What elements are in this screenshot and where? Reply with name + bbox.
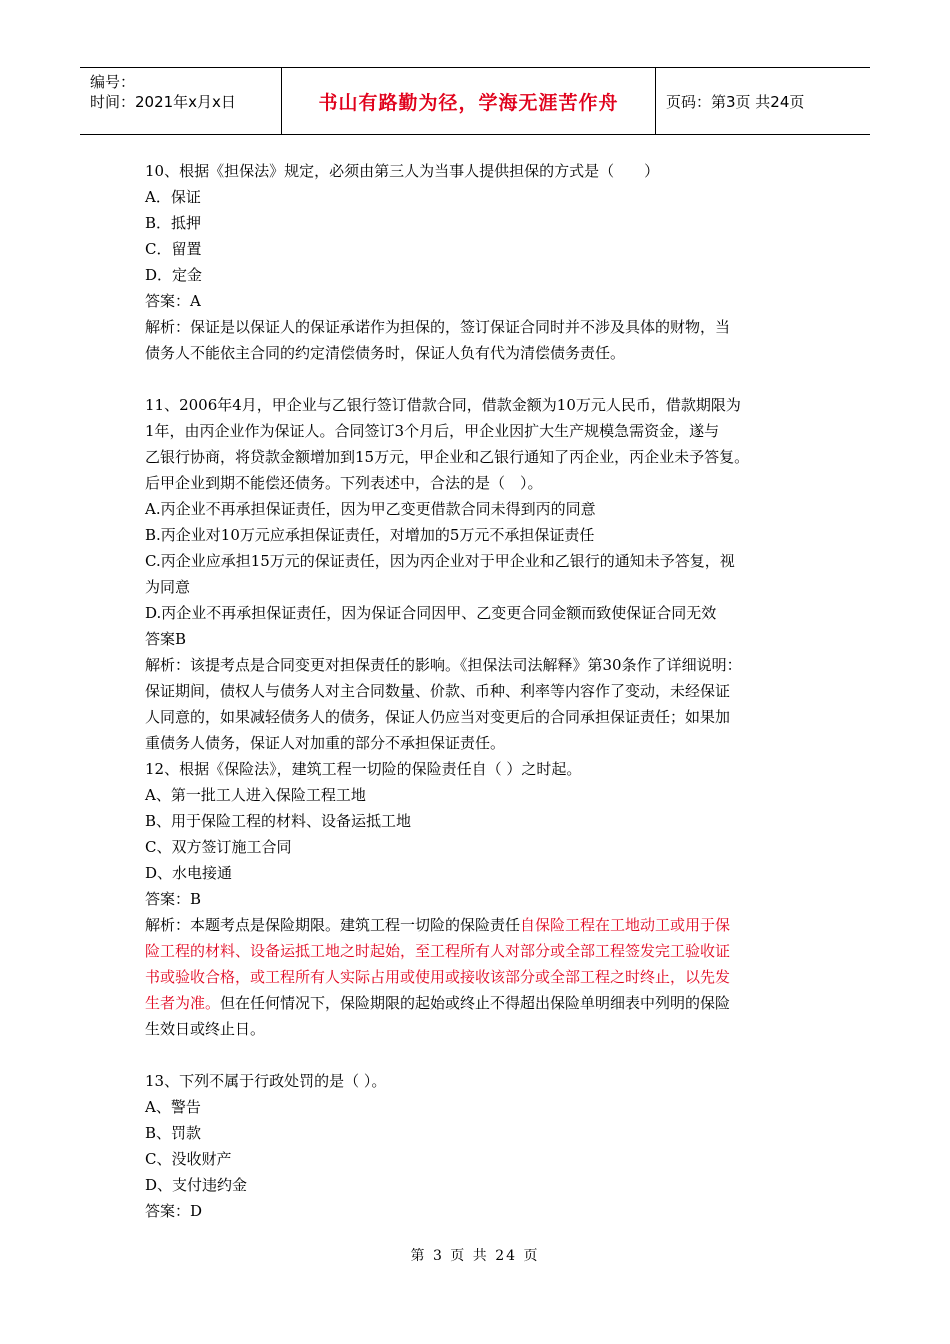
spacer [145,366,825,392]
q12-question: 12、根据《保险法》，建筑工程一切险的保险责任自（ ）之时起。 [145,760,582,778]
q12-option-d: D、水电接通 [145,864,233,882]
q12-analysis-1-red: 自保险工程在工地动工或用于保 [520,916,731,934]
q12-analysis-5: 生效日或终止日。 [145,1020,266,1038]
page-footer: 第 3 页 共 24 页 [410,1248,540,1264]
q12-analysis-2: 险工程的材料、设备运抵工地之时起始，至工程所有人对部分或全部工程签发完工验收证 [145,942,731,960]
q11-option-c-cont: 为同意 [145,578,191,596]
header-meta [80,68,282,134]
q11-option-c: C.丙企业应承担15万元的保证责任，因为丙企业对于甲企业和乙银行的通知未予答复，视 [145,552,735,570]
q11-analysis-2: 保证期间，债权人与债务人对主合同数量、价款、币种、利率等内容作了变动，未经保证 [145,682,731,700]
q12-analysis-1-black: 解析：本题考点是保险期限。建筑工程一切险的保险责任 [145,916,521,934]
q10-question: 10、根据《担保法》规定，必须由第三人为当事人提供担保的方式是（ ） [145,162,660,180]
q10-option-b: B．抵押 [145,214,202,232]
q10-analysis-1: 解析：保证是以保证人的保证承诺作为担保的，签订保证合同时并不涉及具体的财物，当 [145,318,731,336]
q13-option-b: B、罚款 [145,1124,202,1142]
q12-analysis-4-black: 但在任何情况下，保险期限的起始或终止不得超出保险单明细表中列明的保险 [220,994,731,1012]
q11-question-1: 11、2006年4月，甲企业与乙银行签订借款合同，借款金额为10万元人民币，借款期限为 [145,396,741,414]
q12-option-b: B、用于保险工程的材料、设备运抵工地 [145,812,412,830]
q12-answer: 答案：B [145,890,202,908]
document-body [145,158,825,1224]
q12-analysis-3: 书或验收合格，或工程所有人实际占用或使用或接收该部分或全部工程之时终止，以先发 [145,968,731,986]
q11-analysis-3: 人同意的，如果减轻债务人的债务，保证人仍应当对变更后的合同承担保证责任；如果加 [145,708,731,726]
q12-analysis-1 [145,912,825,938]
date-label: 时间：2021年x月x日 [90,93,236,111]
spacer [145,1042,825,1068]
q10-analysis-2: 债务人不能依主合同的约定清偿债务时，保证人负有代为清偿债务责任。 [145,344,626,362]
page-header [80,67,870,135]
q11-option-d: D.丙企业不再承担保证责任，因为保证合同因甲、乙变更合同金额而致使保证合同无效 [145,604,717,622]
q10-option-a: A．保证 [145,188,201,206]
q13-answer: 答案：D [145,1202,203,1220]
q13-option-d: D、支付违约金 [145,1176,248,1194]
q11-question-2: 1年，由丙企业作为保证人。合同签订3个月后，甲企业因扩大生产规模急需资金，遂与 [145,422,720,440]
q12-option-a: A、第一批工人进入保险工程工地 [145,786,366,804]
header-motto: 书山有路勤为径，学海无涯苦作舟 [282,68,656,134]
header-page-info: 页码：第3页 共24页 [666,92,805,111]
q11-option-a: A.丙企业不再承担保证责任，因为甲乙变更借款合同未得到丙的同意 [145,500,596,518]
q13-option-c: C、没收财产 [145,1150,232,1168]
q12-analysis-4 [145,990,825,1016]
q10-answer: 答案：A [145,292,201,310]
q11-answer: 答案B [145,630,187,648]
q11-question-4: 后甲企业到期不能偿还债务。下列表述中，合法的是（ ）。 [145,474,543,492]
number-label: 编号： [90,73,136,91]
q11-analysis-1: 解析：该提考点是合同变更对担保责任的影响。《担保法司法解释》第30条作了详细说明： [145,656,742,674]
q11-analysis-4: 重债务人债务，保证人对加重的部分不承担保证责任。 [145,734,506,752]
q11-question-3: 乙银行协商，将贷款金额增加到15万元，甲企业和乙银行通知了丙企业，丙企业未予答复。 [145,448,750,466]
q11-option-b: B.丙企业对10万元应承担保证责任，对增加的5万元不承担保证责任 [145,526,595,544]
q10-option-c: C．留置 [145,240,202,258]
q13-question: 13、下列不属于行政处罚的是（ ）。 [145,1072,387,1090]
q10-option-d: D．定金 [145,266,203,284]
q12-analysis-4-red: 生者为准。 [145,994,221,1012]
q13-option-a: A、警告 [145,1098,201,1116]
q12-option-c: C、双方签订施工合同 [145,838,292,856]
